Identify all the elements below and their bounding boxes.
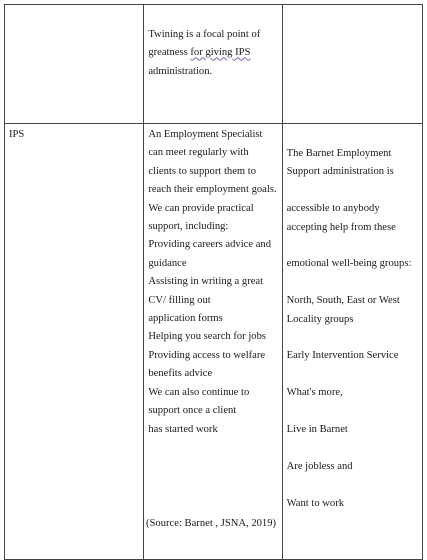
text-line: administration. <box>148 65 213 77</box>
main-cell-col1 <box>5 124 144 560</box>
text-line: CV/ filling out <box>148 294 211 306</box>
text-line: accessible to anybody <box>286 203 380 215</box>
text-line: clients to support them to <box>148 165 257 177</box>
top-cell-col1 <box>5 5 144 124</box>
document-table <box>4 4 423 560</box>
blank-line <box>287 476 418 494</box>
text-line: emotional well-being groups: <box>286 258 412 270</box>
underlined-text: for giving IPS <box>190 47 251 59</box>
blank-line <box>287 329 418 347</box>
blank-line <box>287 366 418 384</box>
text-line: guidance <box>148 257 187 269</box>
text-line: reach their employment goals. <box>148 184 277 196</box>
text-line: can meet regularly with <box>148 147 249 159</box>
blank-line <box>287 274 418 292</box>
text-line: Assisting in writing a great <box>148 276 264 288</box>
top-cell-col3 <box>282 5 422 124</box>
text-line: An Employment Specialist <box>148 129 263 140</box>
text-line: benefits advice <box>148 368 213 380</box>
text-line: Support administration is <box>286 166 394 178</box>
text-line <box>148 44 277 62</box>
row-label: IPS <box>9 129 25 140</box>
text-line: Live in Barnet <box>286 424 348 435</box>
text-line: accepting help from these <box>286 221 396 233</box>
table-row-main <box>5 124 423 560</box>
text-line: Locality groups <box>286 313 354 325</box>
text-line: Want to work <box>286 497 345 509</box>
source-caption: (Source: Barnet , JSNA, 2019) <box>146 518 277 529</box>
text-line: Providing careers advice and <box>148 239 271 251</box>
blank-line <box>287 237 418 255</box>
text-line: Providing access to welfare <box>148 349 266 361</box>
blank-line <box>287 182 418 200</box>
text-line: Are jobless and <box>286 460 353 472</box>
text-line: North, South, East or West <box>286 295 400 307</box>
text-line: We can also continue to <box>148 386 250 398</box>
main-cell-col3 <box>282 124 422 560</box>
text-line: has started work <box>148 423 218 435</box>
text-line: application forms <box>148 313 223 325</box>
text-line: We can provide practical <box>148 202 254 214</box>
main-cell-col2 <box>144 124 282 560</box>
text-line: The Barnet Employment <box>286 148 392 159</box>
text-line: Early Intervention Service <box>286 350 399 362</box>
blank-line <box>287 439 418 457</box>
table-row-top <box>5 5 423 124</box>
text-line: support once a client <box>148 405 237 417</box>
text-line: Twining is a focal point of <box>148 29 261 40</box>
top-cell-col2 <box>144 5 282 124</box>
text-fragment: greatness <box>148 47 191 59</box>
text-line: Helping you search for jobs <box>148 331 267 343</box>
text-line: What's more, <box>286 387 343 399</box>
blank-line <box>287 403 418 421</box>
text-line: support, including: <box>148 221 229 233</box>
